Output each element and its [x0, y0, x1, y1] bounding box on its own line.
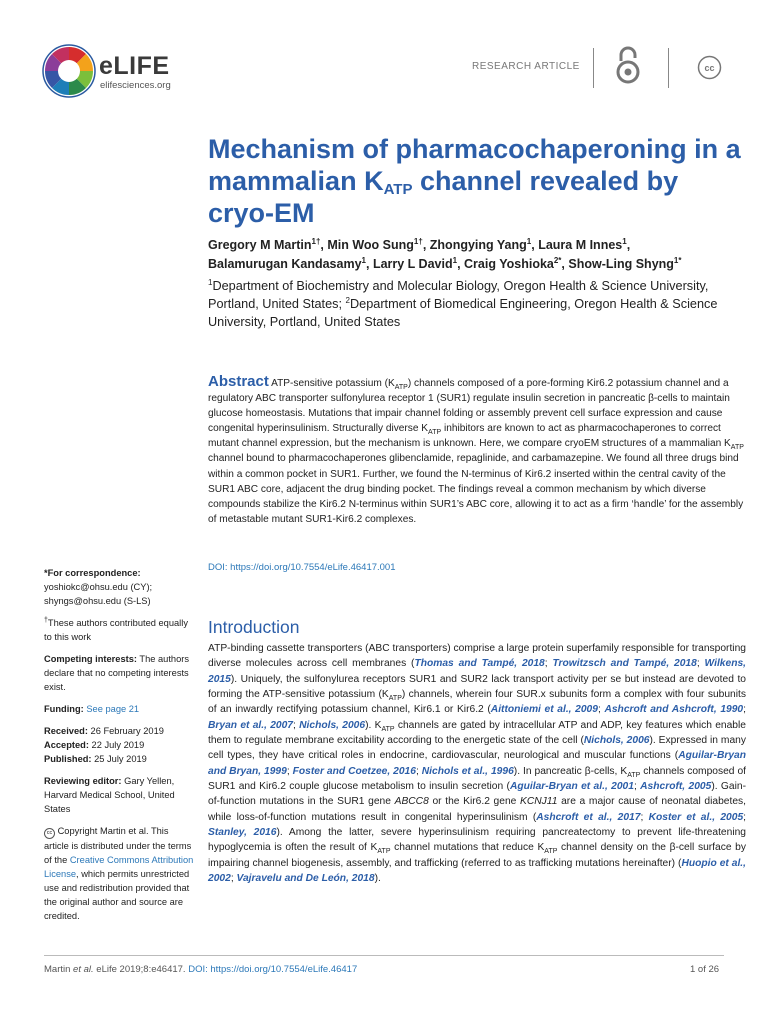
article-type-label: RESEARCH ARTICLE — [472, 61, 580, 72]
citation-link[interactable]: Ashcroft and Ashcroft, 1990 — [604, 704, 744, 716]
page-number: 1 of 26 — [690, 964, 720, 975]
author-affiliation-marker: 1 — [526, 236, 532, 246]
citation-link[interactable]: Bryan et al., 2007 — [208, 719, 294, 731]
abstract: Abstract ATP-sensitive potassium $(K_{ATP})$ channels composed of a pore-forming Kir6.2 potassium channel and a regulatory ABC transporter sulfonylurea receptor 1 (SUR1) regulate insulin secretion in pancreatic β-cells to maintain glucose homeostasis. Mutations that impair channel folding or assembly prevent cell surface expression and cause congenital hyperinsulinism. Structurally diverse $K_{ATP}$ inhibitors are known to act as pharmacochaperones to correct mutant channel expression, but the mechanism is unknown. Here, we compare cryoEM structures of a mammalian $K_{ATP}$ channel bound to pharmacochaperones glibenclamide, repaglinide, and carbamazepine. We found all three drugs bind within a common pocket in SUR1. Further, we found the N-terminus of Kir6.2 inserted within the central cavity of the SUR1 ABC core, adjacent the drug binding pocket. The findings reveal a common mechanism by which diverse compounds stabilize the Kir6.2 N-terminus within SUR1’s ABC core, allowing it to act as a firm ‘handle’ for the assembly of metastable mutant SUR1-Kir6.2 complexes. — [208, 373, 744, 525]
footer-citation: Martin et al. eLife 2019;8:e46417. DOI: https://doi.org/10.7554/eLife.46417 — [44, 964, 358, 975]
citation-link[interactable]: Vajravelu and De León, 2018 — [236, 873, 375, 885]
funding: Funding: See page 21 — [44, 704, 140, 714]
citation-link[interactable]: Aittoniemi et al., 2009 — [490, 704, 598, 716]
logo-url[interactable]: elifesciences.org — [100, 80, 171, 91]
author-name: Min Woo Sung — [327, 238, 414, 252]
citation-link[interactable]: Nichols, 2006 — [299, 719, 366, 731]
introduction-body: ATP-binding cassette transporters (ABC transporters) comprise a large protein superfamily responsible for transporting diverse molecules across cell membranes (Thomas and Tampé, 2018; Trowitzsch and Tampé, 2018; Wilkens, 2015). Uniquely, the sulfonylurea receptors SUR1 and SUR2 lack transport activity per se but instead are devoted to forming the ATP-sensitive potassium $(K_{ATP})$ channels, wherein four SUR.x subunits form a complex with four subunits of an inwardly rectifying potassium channel, Kir6.1 or Kir6.2 (Aittoniemi et al., 2009; Ashcroft and Ashcroft, 1990; Bryan et al., 2007; Nichols, 2006). $K_{ATP}$ channels are gated by intracellular ATP and ADP, key features which enable them to regulate membrane excitability according to the energetic state of the cell (Nichols, 2006). Expressed in many cell types, they have critical roles in endocrine, cardiovascular, neurological and muscular functions (Aguilar-Bryan and Bryan, 1999; Foster and Coetzee, 2016; Nichols et al., 1996). In pancreatic β-cells, $K_{ATP}$ channels composed of SUR1 and Kir6.2 couple glucose metabolism to insulin secretion (Aguilar-Bryan et al., 2001; Ashcroft, 2005). Gain-of-function mutations in the SUR1 gene ABCC8 or the Kir6.2 gene KCNJ11 are a major cause of neonatal diabetes, while loss-of-function mutations result in congenital hyperinsulinism (Ashcroft et al., 2017; Koster et al., 2005; Stanley, 2016). Among the latter, severe hyperinsulinism requiring pancreatectomy to prevent life-threatening hypoglycemia is often the result of $K_{ATP}$ channel mutations that reduce $K_{ATP}$ channel density on the β-cell surface by impairing channel biogenesis, assembly, and trafficking (referred to as trafficking mutations hereinafter) (Huopio et al., 2002; Vajravelu and De León, 2018). — [208, 643, 747, 885]
author-affiliation-marker: 1† — [311, 236, 321, 246]
creative-commons-icon[interactable] — [697, 55, 722, 80]
citation-link[interactable]: Koster et al., 2005 — [648, 811, 744, 823]
citation-link[interactable]: Trowitzsch and Tampé, 2018 — [552, 658, 697, 670]
abstract-heading: Abstract — [208, 373, 269, 390]
open-access-icon[interactable] — [613, 45, 643, 85]
license-link[interactable]: Creative Commons Attribution License — [44, 855, 194, 879]
author-separator: , — [422, 238, 430, 252]
citation-link[interactable]: Ashcroft, 2005 — [640, 781, 712, 793]
funding-link[interactable]: See page 21 — [83, 704, 140, 714]
footer-doi-link[interactable]: DOI: https://doi.org/10.7554/eLife.46417 — [188, 964, 358, 975]
citation-link[interactable]: Nichols et al., 1996 — [421, 765, 514, 777]
section-heading-introduction: Introduction — [208, 617, 300, 637]
citation-link[interactable]: Thomas and Tampé, 2018 — [414, 658, 545, 670]
author-affiliation-marker: 1† — [413, 236, 423, 246]
header-divider — [593, 48, 594, 88]
author-affiliation-marker: 1 — [622, 236, 627, 246]
article-sidebar — [44, 566, 194, 931]
citation-link[interactable]: Aguilar-Bryan et al., 2001 — [509, 781, 634, 793]
author-list — [208, 236, 738, 274]
author-name: Show-Ling Shyng — [568, 257, 674, 271]
author-separator: , — [457, 257, 465, 271]
citation-link[interactable]: Ashcroft et al., 2017 — [536, 811, 641, 823]
author-separator: , — [365, 257, 373, 271]
article-title: Mechanism of pharmacochaperoning in a mammalian $K_{ATP}$ channel revealed by cryo-EM — [208, 134, 741, 228]
header-divider — [668, 48, 669, 88]
author-name: Larry L David — [372, 257, 453, 271]
author-affiliation-marker: 1* — [673, 255, 682, 265]
svg-text:cc: cc — [704, 63, 715, 73]
citation-link[interactable]: Foster and Coetzee, 2016 — [292, 765, 416, 777]
affiliations: $^1$Department of Biochemistry and Molecular Biology, Oregon Health & Science University, Portland, United States; $^2$Department of Biomedical Engineering, Oregon Health & Science University, Portland, United States — [208, 277, 718, 329]
author-name: Balamurugan Kandasamy — [208, 257, 362, 271]
author-name: Gregory M Martin — [208, 238, 312, 252]
author-separator: , — [561, 257, 569, 271]
copyright: cc Copyright Martin et al. This article is distributed under the terms of the Creative Commons Attribution License, which permits unrestricted use and redistribution provided that the original author and source are credited. — [44, 826, 194, 921]
logo-wordmark[interactable]: eLIFE — [99, 52, 170, 80]
author-affiliation-marker: 2* — [553, 255, 562, 265]
citation-link[interactable]: Nichols, 2006 — [583, 735, 650, 747]
dates: Received: 26 February 2019 Accepted: 22 July 2019 Published: 25 July 2019 — [44, 726, 164, 764]
equal-contribution: †These authors contributed equally to this work — [44, 616, 188, 642]
cc-small-icon: cc — [44, 828, 55, 839]
citation-link[interactable]: Wilkens, 2015 — [208, 658, 747, 685]
author-name: Craig Yoshioka — [464, 257, 554, 271]
author-separator: , — [531, 238, 539, 252]
correspondence: *For correspondence: yoshiokc@ohsu.edu (CY); shyngs@ohsu.edu (S-LS) — [44, 568, 153, 606]
citation-link[interactable]: Stanley, 2016 — [208, 827, 277, 839]
author-affiliation-marker: 1 — [452, 255, 458, 265]
elife-logo-icon[interactable] — [42, 44, 96, 98]
author-name: Zhongying Yang — [429, 238, 527, 252]
author-affiliation-marker: 1 — [361, 255, 366, 265]
reviewing-editor: Reviewing editor: Gary Yellen, Harvard Medical School, United States — [44, 776, 175, 814]
author-separator: , — [320, 238, 328, 252]
author-name: Laura M Innes — [538, 238, 623, 252]
citation-link[interactable]: Aguilar-Bryan and Bryan, 1999 — [208, 750, 746, 777]
competing-interests: Competing interests: The authors declare that no competing interests exist. — [44, 654, 190, 692]
footer-divider — [44, 955, 724, 956]
citation-link[interactable]: Huopio et al., 2002 — [208, 857, 746, 885]
abstract-doi-link[interactable]: DOI: https://doi.org/10.7554/eLife.46417.001 — [208, 562, 396, 573]
author-separator: , — [626, 238, 631, 252]
